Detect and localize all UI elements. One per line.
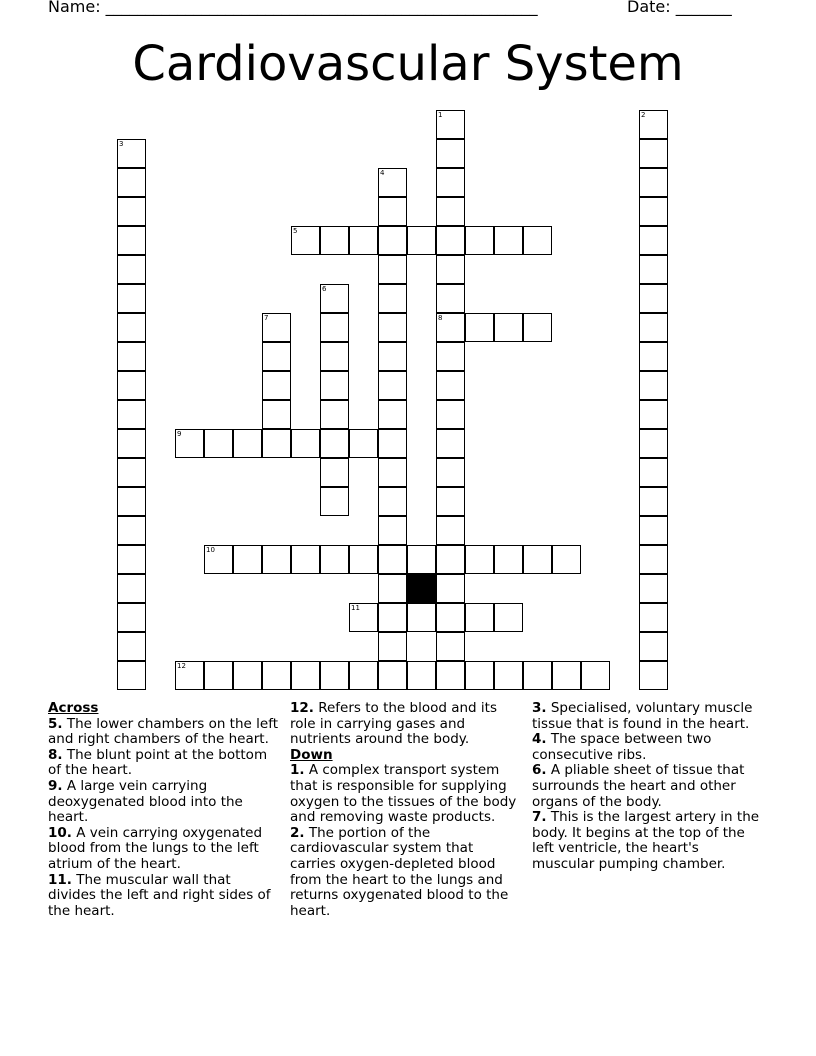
crossword-cell[interactable] — [465, 313, 494, 342]
crossword-cell[interactable] — [494, 603, 523, 632]
down-heading: Down — [290, 746, 333, 763]
clue-text: The lower chambers on the left and right chambers of the heart. — [48, 715, 278, 748]
crossword-cell[interactable] — [262, 371, 291, 400]
crossword-cell[interactable] — [552, 545, 581, 574]
crossword-cell[interactable] — [436, 632, 465, 661]
cell-number: 8 — [438, 314, 443, 322]
cell-number: 3 — [119, 140, 124, 148]
crossword-cell[interactable] — [117, 545, 146, 574]
crossword-cell[interactable] — [465, 603, 494, 632]
crossword-cell[interactable] — [175, 429, 204, 458]
crossword-cell[interactable] — [378, 400, 407, 429]
crossword-cell[interactable] — [436, 110, 465, 139]
clue-down-3 — [532, 701, 764, 732]
crossword-cell[interactable] — [494, 313, 523, 342]
crossword-cell[interactable] — [320, 342, 349, 371]
crossword-cell[interactable] — [639, 313, 668, 342]
crossword-cell[interactable] — [349, 661, 378, 690]
crossword-cell[interactable] — [117, 632, 146, 661]
crossword-cell[interactable] — [639, 197, 668, 226]
clue-text: A complex transport system that is responsible for supplying oxygen to the tissues of the body and removing waste products. — [290, 762, 517, 826]
cell-number: 9 — [177, 430, 182, 438]
crossword-cell[interactable] — [378, 603, 407, 632]
crossword-cell[interactable] — [349, 545, 378, 574]
crossword-cell[interactable] — [291, 545, 320, 574]
clue-text: The muscular wall that divides the left and right sides of the heart. — [48, 871, 271, 919]
crossword-cell[interactable] — [552, 661, 581, 690]
crossword-cell[interactable] — [262, 313, 291, 342]
clue-number: 5. — [48, 715, 63, 732]
crossword-cell[interactable] — [639, 255, 668, 284]
crossword-cell[interactable] — [639, 574, 668, 603]
crossword-cell[interactable] — [320, 313, 349, 342]
clue-number: 6. — [532, 762, 547, 779]
crossword-cell[interactable] — [204, 661, 233, 690]
crossword-cell[interactable] — [639, 458, 668, 487]
clue-text: The space between two consecutive ribs. — [532, 731, 712, 763]
clue-down-6 — [532, 763, 764, 810]
crossword-cell[interactable] — [378, 632, 407, 661]
crossword-cell[interactable] — [436, 458, 465, 487]
crossword-cell[interactable] — [291, 429, 320, 458]
clue-across-11 — [48, 873, 278, 920]
clue-text: The blunt point at the bottom of the heart. — [48, 746, 268, 779]
crossword-cell[interactable] — [639, 400, 668, 429]
crossword-cell[interactable] — [378, 487, 407, 516]
crossword-cell[interactable] — [465, 545, 494, 574]
cell-number: 2 — [641, 111, 646, 119]
clue-text: Specialised, voluntary muscle tissue that is found in the heart. — [532, 700, 753, 732]
clue-number: 1. — [290, 762, 305, 779]
clue-down-4 — [532, 732, 764, 763]
crossword-cell[interactable] — [639, 516, 668, 545]
crossword-cell[interactable] — [378, 516, 407, 545]
crossword-cell[interactable] — [117, 313, 146, 342]
crossword-cell[interactable] — [407, 603, 436, 632]
crossword-cell[interactable] — [320, 226, 349, 255]
crossword-cell[interactable] — [117, 226, 146, 255]
crossword-cell[interactable] — [378, 429, 407, 458]
crossword-cell[interactable] — [320, 487, 349, 516]
crossword-cell[interactable] — [639, 139, 668, 168]
crossword-cell[interactable] — [320, 400, 349, 429]
crossword-cell[interactable] — [262, 429, 291, 458]
across-heading: Across — [48, 700, 99, 716]
crossword-cell[interactable] — [320, 284, 349, 313]
crossword-cell[interactable] — [349, 429, 378, 458]
date-field-label: Date: _______ — [627, 0, 732, 16]
crossword-cell[interactable] — [233, 661, 262, 690]
crossword-cell[interactable] — [436, 226, 465, 255]
crossword-cell[interactable] — [639, 545, 668, 574]
clue-down-2 — [290, 826, 522, 920]
crossword-cell[interactable] — [378, 168, 407, 197]
crossword-cell[interactable] — [436, 400, 465, 429]
crossword-cell[interactable] — [436, 574, 465, 603]
cell-number: 10 — [206, 546, 215, 554]
clue-number: 7. — [532, 809, 547, 826]
crossword-cell[interactable] — [465, 226, 494, 255]
crossword-cell[interactable] — [407, 545, 436, 574]
clue-number: 2. — [290, 824, 305, 841]
crossword-cell[interactable] — [639, 342, 668, 371]
clue-across-12 — [290, 701, 522, 748]
clue-number: 3. — [532, 700, 547, 716]
crossword-cell[interactable] — [523, 226, 552, 255]
clue-across-5 — [48, 717, 278, 748]
crossword-cell[interactable] — [494, 545, 523, 574]
crossword-cell[interactable] — [436, 603, 465, 632]
crossword-cell[interactable] — [436, 197, 465, 226]
clue-number: 9. — [48, 777, 63, 794]
crossword-cell[interactable] — [436, 284, 465, 313]
crossword-cell[interactable] — [407, 661, 436, 690]
crossword-cell[interactable] — [117, 255, 146, 284]
cell-number: 4 — [380, 169, 385, 177]
clue-number: 10. — [48, 824, 72, 841]
clue-number: 8. — [48, 746, 63, 763]
crossword-cell[interactable] — [117, 168, 146, 197]
crossword-cell[interactable] — [639, 487, 668, 516]
crossword-cell[interactable] — [320, 371, 349, 400]
crossword-cell[interactable] — [349, 603, 378, 632]
crossword-cell[interactable] — [523, 661, 552, 690]
clue-text: Refers to the blood and its role in carrying gases and nutrients around the body. — [290, 700, 497, 748]
crossword-cell[interactable] — [349, 226, 378, 255]
crossword-cell[interactable] — [378, 226, 407, 255]
crossword-cell[interactable] — [378, 284, 407, 313]
page-title: Cardiovascular System — [132, 36, 684, 92]
clue-across-8 — [48, 748, 278, 779]
crossword-cell[interactable] — [262, 342, 291, 371]
blocked-cell — [407, 574, 436, 603]
crossword-cell[interactable] — [639, 110, 668, 139]
crossword-cell[interactable] — [523, 545, 552, 574]
crossword-cell[interactable] — [436, 545, 465, 574]
clues-column-2 — [290, 701, 522, 919]
crossword-cell[interactable] — [320, 458, 349, 487]
crossword-cell[interactable] — [639, 226, 668, 255]
crossword-cell[interactable] — [117, 603, 146, 632]
crossword-cell[interactable] — [117, 516, 146, 545]
crossword-cell[interactable] — [262, 400, 291, 429]
cell-number: 12 — [177, 662, 186, 670]
crossword-cell[interactable] — [117, 429, 146, 458]
crossword-cell[interactable] — [117, 342, 146, 371]
clue-down-7 — [532, 810, 764, 872]
crossword-cell[interactable] — [494, 661, 523, 690]
crossword-cell[interactable] — [639, 284, 668, 313]
crossword-cell[interactable] — [465, 661, 494, 690]
clues-column-1 — [48, 701, 278, 919]
crossword-cell[interactable] — [291, 661, 320, 690]
crossword-cell[interactable] — [378, 458, 407, 487]
clue-number: 11. — [48, 871, 72, 888]
crossword-cell[interactable] — [117, 400, 146, 429]
crossword-cell[interactable] — [581, 661, 610, 690]
crossword-cell[interactable] — [436, 313, 465, 342]
crossword-cell[interactable] — [639, 371, 668, 400]
crossword-cell[interactable] — [291, 226, 320, 255]
clue-text: A pliable sheet of tissue that surrounds the heart and other organs of the body. — [532, 762, 745, 810]
name-field-label: Name: ______________________________________________________ — [48, 0, 538, 16]
crossword-cell[interactable] — [378, 371, 407, 400]
cell-number: 1 — [438, 111, 443, 119]
crossword-cell[interactable] — [378, 313, 407, 342]
crossword-cell[interactable] — [378, 661, 407, 690]
crossword-cell[interactable] — [494, 226, 523, 255]
crossword-cell[interactable] — [320, 661, 349, 690]
cell-number: 11 — [351, 604, 360, 612]
crossword-cell[interactable] — [378, 342, 407, 371]
clue-text: This is the largest artery in the body. It begins at the top of the left ventricle, the heart's muscular pumping chamber. — [532, 809, 760, 872]
crossword-cell[interactable] — [639, 429, 668, 458]
clue-text: A large vein carrying deoxygenated blood into the heart. — [48, 777, 243, 826]
crossword-cell[interactable] — [436, 661, 465, 690]
crossword-cell[interactable] — [262, 545, 291, 574]
crossword-cell[interactable] — [233, 545, 262, 574]
crossword-cell[interactable] — [175, 661, 204, 690]
clue-number: 4. — [532, 731, 547, 748]
crossword-cell[interactable] — [436, 516, 465, 545]
crossword-cell[interactable] — [436, 429, 465, 458]
crossword-cell[interactable] — [117, 284, 146, 313]
crossword-cell[interactable] — [117, 661, 146, 690]
crossword-cell[interactable] — [436, 168, 465, 197]
clue-number: 12. — [290, 700, 314, 716]
crossword-cell[interactable] — [117, 458, 146, 487]
crossword-cell[interactable] — [436, 371, 465, 400]
crossword-cell[interactable] — [320, 545, 349, 574]
crossword-cell[interactable] — [117, 487, 146, 516]
crossword-cell[interactable] — [639, 632, 668, 661]
crossword-cell[interactable] — [639, 168, 668, 197]
crossword-cell[interactable] — [378, 574, 407, 603]
crossword-cell[interactable] — [436, 255, 465, 284]
clue-down-1 — [290, 763, 522, 825]
crossword-cell[interactable] — [436, 342, 465, 371]
clues-column-3 — [532, 701, 764, 873]
cell-number: 6 — [322, 285, 327, 293]
crossword-cell[interactable] — [262, 661, 291, 690]
crossword-cell[interactable] — [117, 371, 146, 400]
crossword-cell[interactable] — [378, 255, 407, 284]
crossword-cell[interactable] — [204, 545, 233, 574]
crossword-cell[interactable] — [436, 139, 465, 168]
clue-across-10 — [48, 826, 278, 873]
crossword-cell[interactable] — [436, 487, 465, 516]
crossword-cell[interactable] — [378, 197, 407, 226]
clue-text: A vein carrying oxygenated blood from the lungs to the left atrium of the heart. — [48, 824, 263, 872]
crossword-cell[interactable] — [639, 603, 668, 632]
cell-number: 5 — [293, 227, 298, 235]
crossword-cell[interactable] — [233, 429, 262, 458]
crossword-cell[interactable] — [523, 313, 552, 342]
crossword-cell[interactable] — [204, 429, 233, 458]
crossword-cell[interactable] — [378, 545, 407, 574]
crossword-cell[interactable] — [639, 661, 668, 690]
crossword-cell[interactable] — [320, 429, 349, 458]
clue-across-9 — [48, 779, 278, 826]
crossword-cell[interactable] — [117, 574, 146, 603]
crossword-cell[interactable] — [407, 226, 436, 255]
crossword-cell[interactable] — [117, 139, 146, 168]
clue-text: The portion of the cardiovascular system that carries oxygen-depleted blood from the heart to the lungs and returns oxygenated blood to the heart. — [290, 824, 509, 919]
crossword-cell[interactable] — [117, 197, 146, 226]
cell-number: 7 — [264, 314, 269, 322]
